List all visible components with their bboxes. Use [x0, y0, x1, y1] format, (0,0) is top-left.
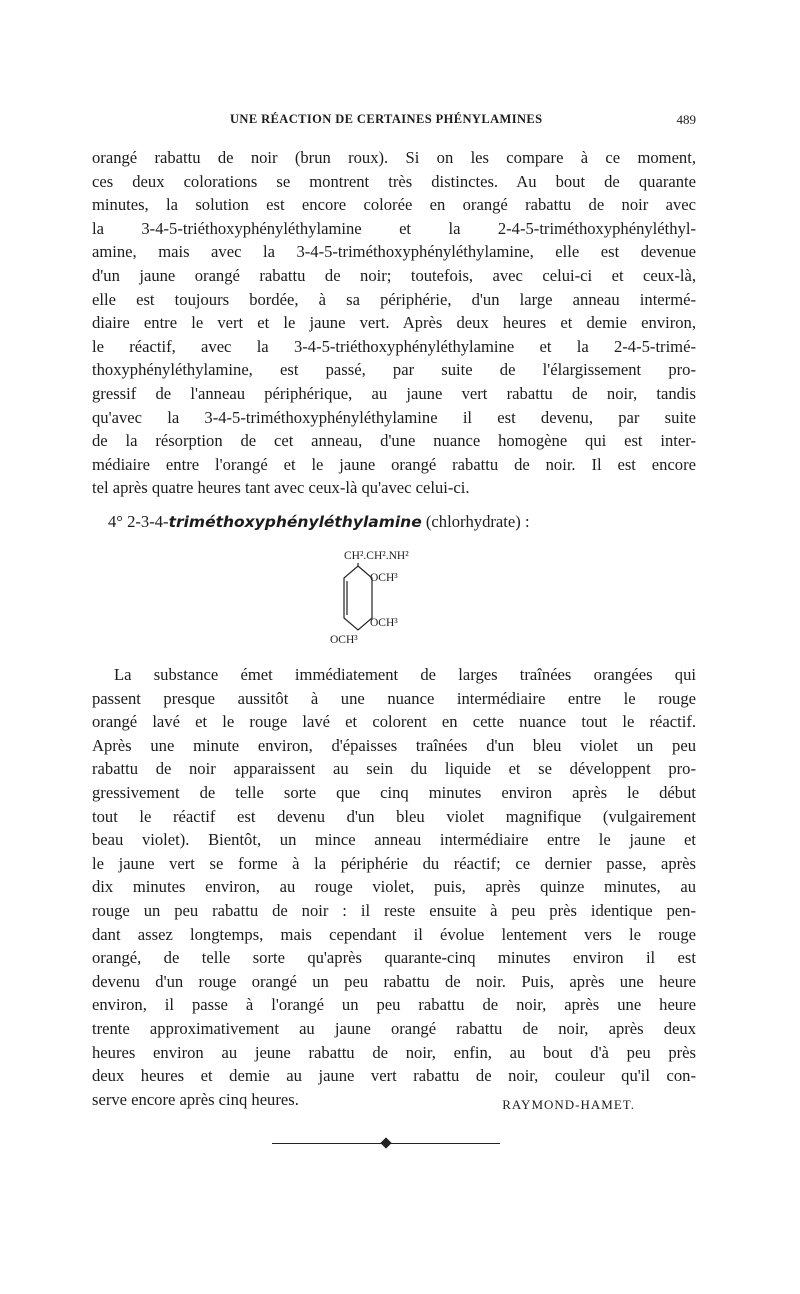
diamond-ornament-icon	[380, 1137, 391, 1148]
compound-prefix: 2-3-4-	[127, 512, 169, 531]
text-line: la 3-4-5-triéthoxyphényléthylamine et la 2-4-5-triméthoxyphényléthyl-	[92, 218, 696, 238]
text-line: le jaune vert se forme à la périphérie du réactif; ce dernier passe, après	[92, 853, 696, 873]
structural-formula	[318, 546, 438, 652]
text-line: beau violet). Bientôt, un mince anneau intermédiaire entre le jaune et	[92, 830, 696, 850]
compound-note: (chlorhydrate) :	[425, 512, 530, 531]
formula-side-chain: CH².CH².NH²	[344, 550, 409, 562]
text-line: d'un jaune orangé rabattu de noir; toutefois, avec celui-ci et ceux-là,	[92, 265, 696, 285]
running-head	[92, 112, 696, 134]
text-line: heures environ au jeune rabattu de noir, enfin, au bout d'à peu près	[92, 1042, 696, 1062]
text-line: orangé lavé et le rouge lavé et colorent en cette nuance tout le réactif.	[92, 712, 696, 732]
text-line: ces deux colorations se montrent très distinctes. Au bout de quarante	[92, 171, 696, 191]
text-line: tout le réactif est devenu d'un bleu violet magnifique (vulgairement	[92, 806, 696, 826]
text-line: orangé rabattu de noir (brun roux). Si on les compare à ce moment,	[92, 148, 696, 167]
author-signature: RAYMOND-HAMET.	[502, 1097, 635, 1112]
text-line: Après une minute environ, d'épaisses traînées d'un bleu violet un peu	[92, 735, 696, 755]
text-line: deux heures et demie au jaune vert rabattu de noir, couleur qu'il con-	[92, 1066, 696, 1086]
text-line: le réactif, avec la 3-4-5-triéthoxyphényléthylamine et la 2-4-5-trimé-	[92, 336, 696, 356]
text-line: orangé, de telle sorte qu'après quarante-cinq minutes environ il est	[92, 948, 696, 968]
page-number: 489	[676, 112, 696, 127]
text-line: elle est toujours bordée, à sa périphérie, d'un large anneau intermé-	[92, 289, 696, 309]
section-number: 4°	[108, 512, 123, 531]
text-line: rabattu de noir apparaissent au sein du liquide et se développent pro-	[92, 759, 696, 779]
text-line: médiaire entre l'orangé et le jaune orangé rabattu de noir. Il est encore	[92, 454, 696, 474]
text-line: dant assez longtemps, mais cependant il évolue lentement vers le rouge	[92, 924, 696, 944]
text-line: trente approximativement au jaune orangé rabattu de noir, après deux	[92, 1018, 696, 1038]
benzene-ring	[344, 566, 372, 630]
running-head-title: UNE RÉACTION DE CERTAINES PHÉNYLAMINES	[230, 112, 543, 126]
paragraph-1	[92, 146, 696, 500]
paragraph-2	[92, 663, 696, 1111]
text-line: qu'avec la 3-4-5-triméthoxyphényléthylamine il est devenu, par suite	[92, 407, 696, 427]
compound-name: triméthoxyphényléthylamine	[168, 513, 422, 531]
text-line: tel après quatre heures tant avec ceux-là qu'avec celui-ci.	[92, 478, 470, 498]
text-line: minutes, la solution est encore colorée en orangé rabattu de noir avec	[92, 195, 696, 215]
text-line: de la résorption de cet anneau, d'une nuance homogène qui est inter-	[92, 431, 696, 451]
ornamental-rule	[272, 1138, 500, 1150]
text-line: gressivement de telle sorte que cinq minutes environ après le début	[92, 782, 696, 802]
text-line: diaire entre le vert et le jaune vert. Après deux heures et demie environ,	[92, 313, 696, 333]
section-heading	[108, 512, 530, 532]
text-line: gressif de l'anneau périphérique, au jaune vert rabattu de noir, tandis	[92, 383, 696, 403]
text-line: devenu d'un rouge orangé un peu rabattu de noir. Puis, après une heure	[92, 971, 696, 991]
formula-substituent: OCH³	[370, 617, 398, 629]
text-line: dix minutes environ, au rouge violet, puis, après quinze minutes, au	[92, 877, 696, 897]
text-line: rouge un peu rabattu de noir : il reste ensuite à peu près identique pen-	[92, 900, 696, 920]
text-line: passent presque aussitôt à une nuance intermédiaire entre le rouge	[92, 688, 696, 708]
text-line: amine, mais avec la 3-4-5-triméthoxyphényléthylamine, elle est devenue	[92, 242, 696, 262]
formula-substituent: OCH³	[330, 634, 358, 646]
text-line: environ, il passe à l'orangé un peu rabattu de noir, après une heure	[92, 995, 696, 1015]
text-line: serve encore après cinq heures.	[92, 1089, 299, 1109]
text-line: La substance émet immédiatement de larges traînées orangées qui	[114, 665, 696, 684]
text-line: thoxyphényléthylamine, est passé, par suite de l'élargissement pro-	[92, 360, 696, 380]
formula-substituent: OCH³	[370, 572, 398, 584]
